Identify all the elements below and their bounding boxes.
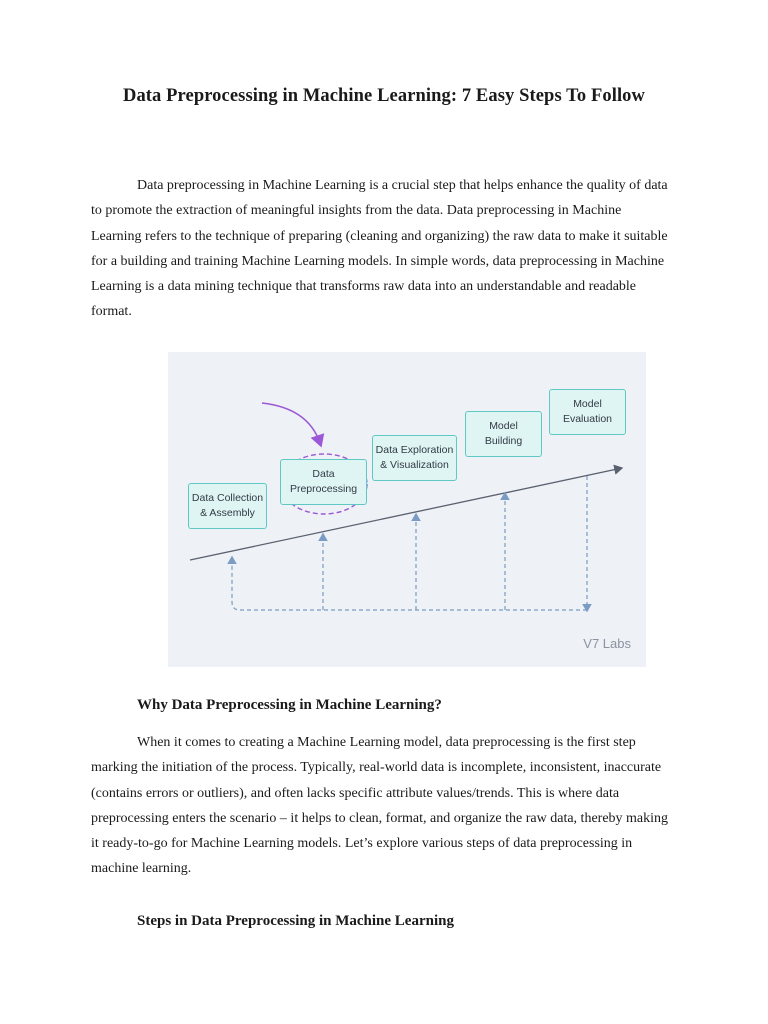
page-title: Data Preprocessing in Machine Learning: 7 Easy Steps To Follow <box>122 86 645 106</box>
intro-paragraph: Data preprocessing in Machine Learning is a crucial step that helps enhance the quality of data to promote the extraction of meaningful insights from the data. Data preprocessing in Machine Learning refers to the technique of preparing (cleaning and organizing) the raw data to make it suitable for a building and training Machine Learning models. In simple words, data preprocessing in Machine Learning is a data mining technique that transforms raw data into an understandable and readable format. <box>91 178 668 320</box>
stage-data-preprocessing: Data Preprocessing <box>280 459 367 505</box>
stage-data-collection: Data Collection & Assembly <box>188 483 267 529</box>
process-diagram <box>168 352 646 667</box>
section-heading-why: Why Data Preprocessing in Machine Learning? <box>137 697 442 713</box>
feedback-base <box>232 558 587 610</box>
watermark: V7 Labs <box>583 636 631 651</box>
stage-data-exploration: Data Exploration & Visualization <box>372 435 457 481</box>
highlight-arrow <box>262 403 320 443</box>
stage-model-evaluation: Model Evaluation <box>549 389 626 435</box>
stage-model-building: Model Building <box>465 411 542 457</box>
section-heading-steps: Steps in Data Preprocessing in Machine Learning <box>137 913 454 929</box>
why-paragraph: When it comes to creating a Machine Learning model, data preprocessing is the first step marking the initiation of the process. Typically, real-world data is incomplete, inconsistent, inaccurate (contains errors or outliers), and often lacks specific attribute values/trends. This is where data preprocessing enters the scenario – it helps to clean, format, and organize the raw data, thereby making it ready-to-go for Machine Learning models. Let’s explore various steps of data preprocessing in machine learning. <box>91 735 669 877</box>
